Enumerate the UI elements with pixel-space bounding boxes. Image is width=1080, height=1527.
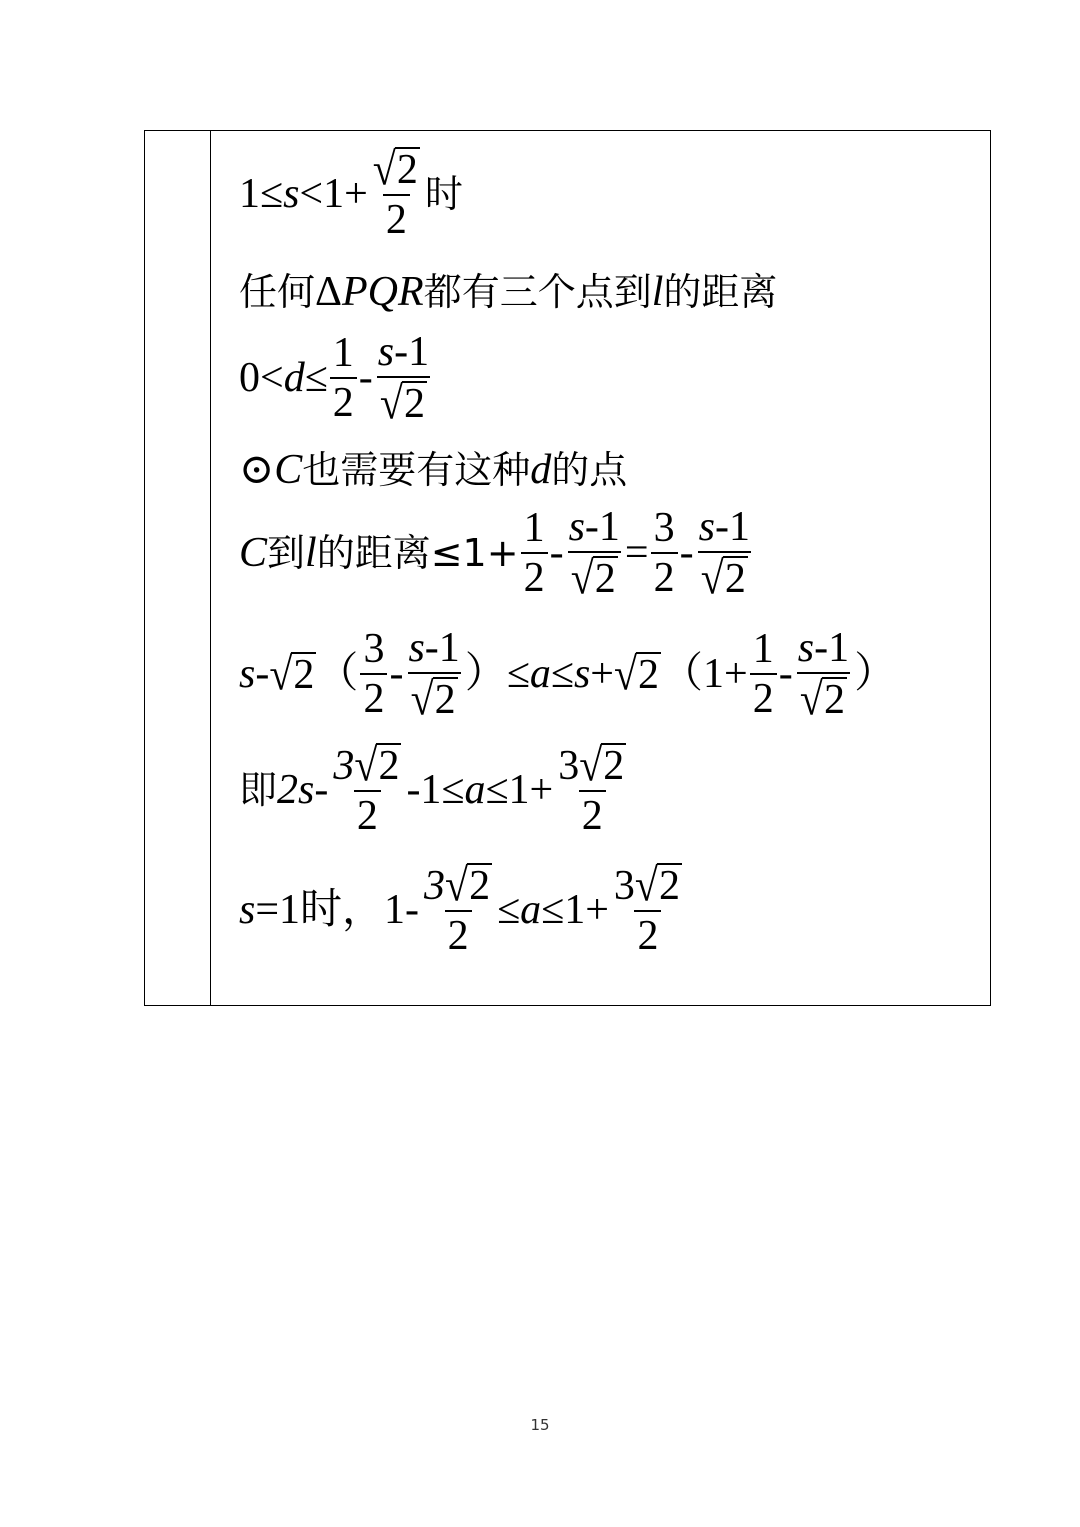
text: - [314, 767, 329, 813]
fraction-3sqrt2-over-2: 3 √ 2 2 [613, 860, 680, 959]
text: （ [316, 651, 359, 697]
text: 的距离≤1+ [316, 531, 519, 575]
math-line-6 [239, 625, 897, 726]
math-line-4 [239, 449, 627, 491]
var-d: d [283, 355, 305, 401]
fraction-1-over-2: $\frac{1}{2}$ [330, 332, 357, 424]
math-line-1 [239, 144, 463, 243]
text: 0< [239, 355, 284, 401]
var-a: a [520, 887, 542, 933]
fraction-3sqrt2-over-2: 3 √ 2 2 [333, 740, 400, 839]
text: - [389, 651, 404, 697]
var-a: a [529, 651, 551, 697]
var-s: s [298, 767, 315, 813]
var-c: C [239, 530, 268, 576]
text: <1+ [299, 171, 368, 217]
text: = [624, 530, 649, 576]
text: - [679, 530, 694, 576]
fraction-s-1-over-sqrt2: s-1 √ 2 [698, 504, 750, 605]
text: 的点 [551, 448, 628, 492]
text: ≤ [304, 355, 328, 401]
var-s: s [283, 171, 300, 217]
fraction-3sqrt2-over-2: 3 √ 2 2 [424, 860, 491, 959]
var-c: C [274, 447, 303, 493]
math-line-3 [239, 329, 434, 430]
math-line-7 [239, 740, 631, 839]
fraction-3-over-2: $\frac{3}{2}$ [360, 628, 387, 720]
var-pqr: PQR [342, 269, 424, 315]
text: =1时，1- [255, 887, 420, 933]
fraction-s-1-over-sqrt2: s-1 √ 2 [377, 329, 430, 430]
table-column-divider [210, 131, 211, 1005]
var-l: l [305, 530, 317, 576]
text: （1+ [661, 651, 748, 697]
sqrt: √ 2 [613, 649, 660, 701]
text: 时 [424, 172, 463, 216]
text: 2 [277, 767, 299, 813]
fraction-s-1-over-sqrt2: s-1 √ 2 [408, 625, 460, 726]
text: ） [854, 651, 897, 697]
text: 都有三个点到 [423, 270, 652, 314]
fraction-sqrt2-over-2: √ 2 2 [372, 144, 418, 243]
sqrt: √ 2 [269, 649, 315, 701]
circle-dot-symbol: ⊙ [239, 447, 275, 493]
text: 到 [267, 531, 306, 575]
math-line-2 [239, 271, 777, 313]
text: - [778, 651, 793, 697]
triangle-symbol: Δ [315, 269, 343, 315]
var-s: s [239, 887, 256, 933]
text: ≤ [497, 887, 521, 933]
text: ≤ [506, 651, 530, 697]
text: - [549, 530, 564, 576]
math-line-5 [239, 504, 755, 605]
var-s: s [573, 651, 591, 697]
text: 任何 [239, 270, 316, 314]
text: - [358, 355, 373, 401]
text: 也需要有这种 [302, 448, 531, 492]
text: ≤ [550, 651, 574, 697]
text: ） [464, 651, 507, 697]
text: -1≤ [406, 767, 465, 813]
var-d: d [530, 447, 552, 493]
var-s: s [239, 651, 256, 697]
fraction-s-1-over-sqrt2: s-1 √ 2 [568, 504, 620, 605]
text: ≤1+ [541, 887, 609, 933]
sqrt: √ 2 [372, 144, 418, 196]
page-number: 15 [530, 1416, 550, 1434]
text: 1≤ [239, 171, 284, 217]
fraction-1-over-2: $\frac{1}{2}$ [750, 628, 777, 720]
var-a: a [464, 767, 486, 813]
text: 即 [239, 768, 278, 812]
fraction-s-1-over-sqrt2: s-1 √ 2 [797, 625, 850, 726]
math-line-8 [239, 860, 687, 959]
text: + [590, 651, 614, 697]
text: ≤1+ [485, 767, 554, 813]
text: 的距离 [663, 270, 778, 314]
fraction-3-over-2: $\frac{3}{2}$ [651, 507, 678, 599]
solution-table [144, 130, 991, 1006]
fraction-1-over-2: $\frac{1}{2}$ [521, 507, 548, 599]
text: - [255, 651, 270, 697]
fraction-3sqrt2-over-2: 3 √ 2 2 [558, 740, 625, 839]
var-l: l [651, 269, 664, 315]
solution-cell [239, 131, 990, 1005]
